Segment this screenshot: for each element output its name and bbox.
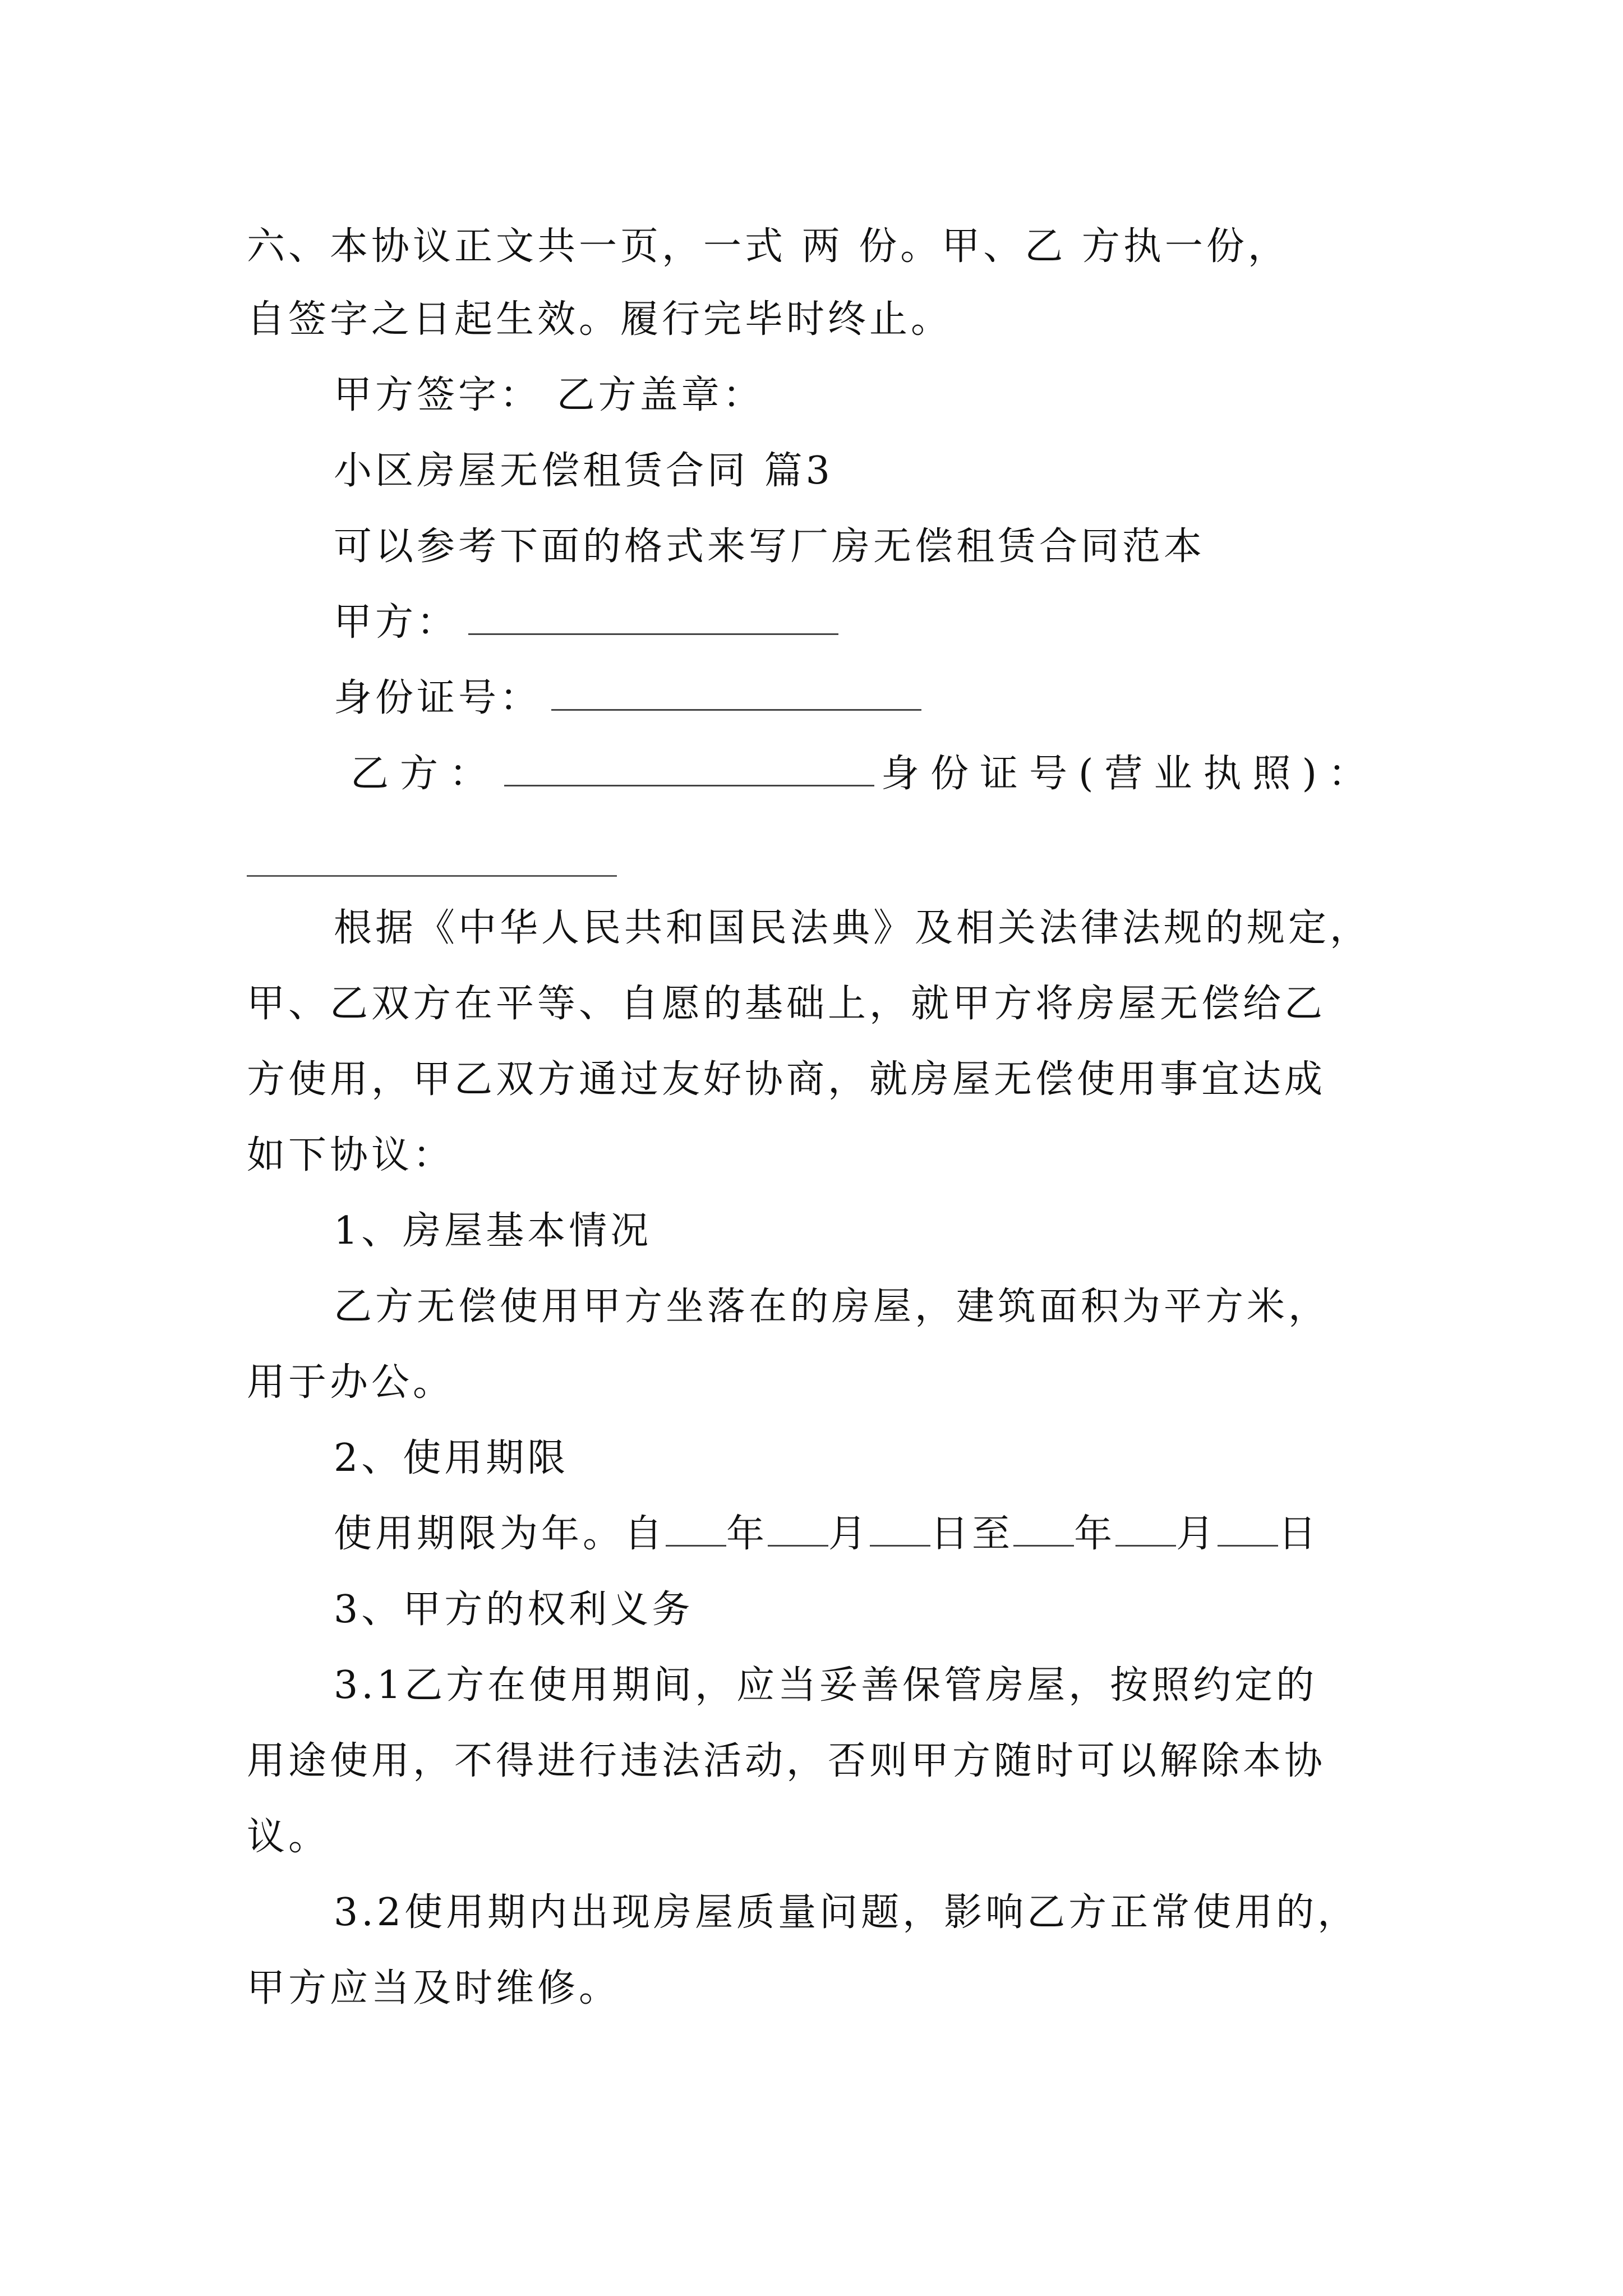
clause-heading: 1、房屋基本情况 bbox=[334, 1209, 652, 1253]
party-a-blank bbox=[468, 601, 838, 635]
party-b-id-blank bbox=[247, 875, 617, 877]
id-number-label: 身份证号： bbox=[334, 676, 542, 720]
id-number-field bbox=[334, 673, 921, 724]
paragraph-line: 六、本协议正文共一页，一式 两 份。甲、乙 方执一份， bbox=[247, 224, 1289, 269]
paragraph-line: 根据《中华人民共和国民法典》及相关法律法规的规定， bbox=[334, 906, 1372, 950]
start-day-blank bbox=[870, 1512, 930, 1547]
month-label: 月 bbox=[1176, 1512, 1218, 1556]
party-b-field bbox=[351, 749, 1377, 799]
day-label: 日 bbox=[1278, 1512, 1320, 1556]
term-period-line bbox=[334, 1509, 1320, 1559]
end-year-blank bbox=[1013, 1512, 1074, 1547]
party-a-field bbox=[334, 597, 838, 648]
month-label: 月 bbox=[828, 1512, 870, 1556]
start-month-blank bbox=[768, 1512, 828, 1547]
paragraph-line: 3.1乙方在使用期间，应当妥善保管房屋，按照约定的 bbox=[334, 1663, 1318, 1708]
clause-heading: 3、甲方的权利义务 bbox=[334, 1588, 694, 1632]
term-text: 使用期限为年。自 bbox=[334, 1512, 666, 1556]
clause-heading: 2、使用期限 bbox=[334, 1436, 569, 1480]
year-label: 年 bbox=[1074, 1512, 1116, 1556]
paragraph-line: 自签字之日起生效。履行完毕时终止。 bbox=[247, 297, 953, 342]
party-a-label: 甲方： bbox=[334, 600, 459, 645]
paragraph-line: 甲、乙双方在平等、自愿的基础上，就甲方将房屋无偿给乙 bbox=[247, 982, 1326, 1026]
paragraph-line: 用途使用，不得进行违法活动，否则甲方随时可以解除本协 bbox=[247, 1739, 1326, 1783]
id-number-blank bbox=[551, 677, 921, 711]
signature-line: 甲方签字： 乙方盖章： bbox=[334, 373, 764, 417]
paragraph-line: 乙方无偿使用甲方坐落在的房屋，建筑面积为平方米， bbox=[334, 1285, 1330, 1329]
end-month-blank bbox=[1115, 1512, 1176, 1547]
day-to-label: 日至 bbox=[930, 1512, 1014, 1556]
party-b-blank bbox=[504, 752, 874, 786]
paragraph-line: 议。 bbox=[247, 1815, 330, 1859]
paragraph-line: 3.2使用期内出现房屋质量问题，影响乙方正常使用的， bbox=[334, 1890, 1359, 1935]
section-title: 小区房屋无偿租赁合同 篇3 bbox=[334, 449, 833, 493]
party-b-label: 乙方： bbox=[351, 752, 499, 796]
paragraph-line: 用于办公。 bbox=[247, 1360, 455, 1405]
year-label: 年 bbox=[726, 1512, 768, 1556]
paragraph-line: 可以参考下面的格式来写厂房无偿租赁合同范本 bbox=[334, 524, 1206, 569]
paragraph-line: 方使用，甲乙双方通过友好协商，就房屋无偿使用事宜达成 bbox=[247, 1057, 1326, 1102]
end-day-blank bbox=[1218, 1512, 1278, 1547]
paragraph-line: 如下协议： bbox=[247, 1133, 455, 1177]
paragraph-line: 甲方应当及时维修。 bbox=[247, 1966, 621, 2010]
party-b-id-label: 身份证号(营业执照)： bbox=[881, 752, 1378, 796]
start-year-blank bbox=[666, 1512, 726, 1547]
